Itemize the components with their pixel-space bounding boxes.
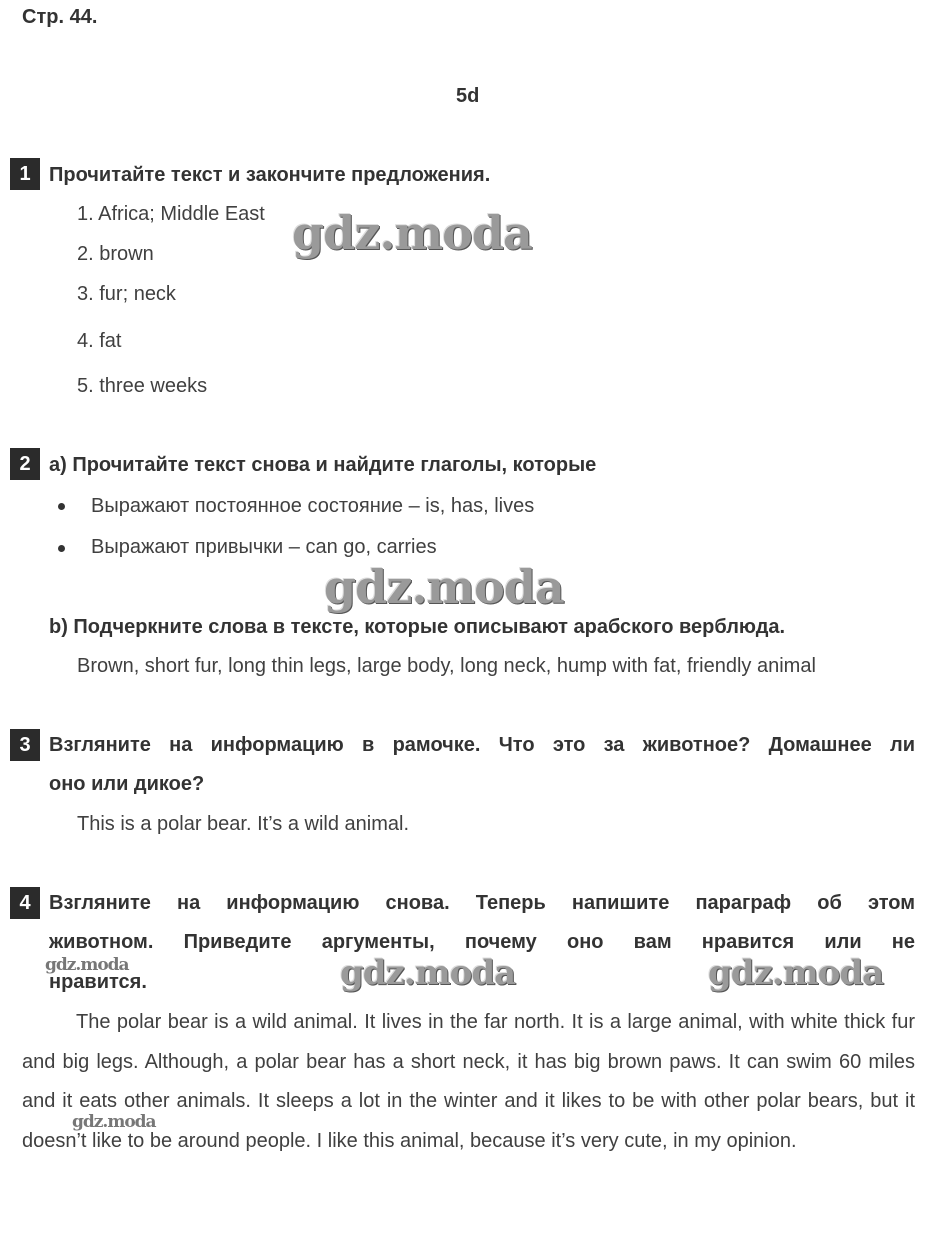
page-reference: Стр. 44.	[22, 6, 98, 28]
task1-answer-3: 3. fur; neck	[77, 283, 176, 305]
task3-answer: This is a polar bear. It’s a wild animal.	[77, 813, 410, 835]
task2-part-b-answer: Brown, short fur, long thin legs, large body, long neck, hump with fat, friendly animal	[77, 655, 816, 677]
task-number-4: 4	[10, 887, 40, 919]
task4-title-line3: нравится.	[49, 971, 147, 993]
task1-title: Прочитайте текст и закончите предложения.	[49, 164, 491, 186]
task1-answer-1: 1. Africa; Middle East	[77, 203, 265, 225]
task-number-1: 1	[10, 158, 40, 190]
task1-answer-2: 2. brown	[77, 243, 154, 265]
watermark-logo: gdz.moda	[340, 953, 516, 993]
watermark-logo: gdz.moda	[324, 560, 564, 614]
task4-paragraph: The polar bear is a wild animal. It lives in the far north. It is a large animal, with white thick fur and big legs. Although, a polar bear has a short neck, it has big brown paws. It can swim 60 miles and it eats other animals. It sleeps a lot in the winter and it likes to be with other polar bears, but it doesn’t like to be around people. I like this animal, because it’s very cute, in my opinion.	[22, 1011, 915, 1152]
task2-part-b-title: b) Подчеркните слова в тексте, которые описывают арабского верблюда.	[49, 616, 786, 638]
task4-title-line1: Взгляните на информацию снова. Теперь напишите параграф об этом	[49, 892, 915, 914]
task4-title-line2: животном. Приведите аргументы, почему оно вам нравится или не	[49, 931, 915, 953]
section-code: 5d	[456, 85, 480, 107]
task3-title-line2: оно или дикое?	[49, 773, 205, 795]
task1-answer-4: 4. fat	[77, 330, 122, 352]
watermark-logo: gdz.moda	[72, 1112, 156, 1132]
task2-bullet-1: Выражают постоянное состояние – is, has, lives	[91, 495, 535, 517]
bullet-marker	[58, 545, 65, 552]
task3-title-line1: Взгляните на информацию в рамочке. Что это за животное? Домашнее ли	[49, 734, 915, 756]
watermark-logo: gdz.moda	[708, 953, 884, 993]
watermark-logo: gdz.moda	[292, 206, 532, 260]
task2-part-a-title: a) Прочитайте текст снова и найдите глаголы, которые	[49, 454, 597, 476]
bullet-marker	[58, 503, 65, 510]
task1-answer-5: 5. three weeks	[77, 375, 208, 397]
task-number-3: 3	[10, 729, 40, 761]
watermark-logo: gdz.moda	[45, 955, 129, 975]
task-number-2: 2	[10, 448, 40, 480]
task2-bullet-2: Выражают привычки – can go, carries	[91, 536, 437, 558]
